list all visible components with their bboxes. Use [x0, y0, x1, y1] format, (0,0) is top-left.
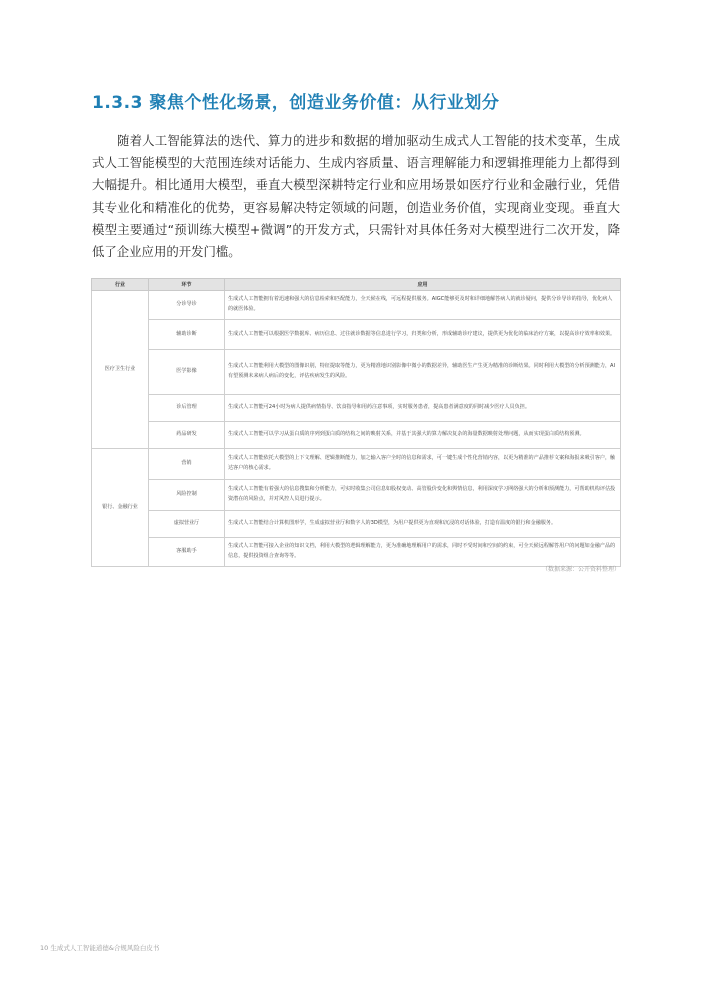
link-cell: 风险控制: [149, 480, 225, 511]
table-row: [92, 291, 621, 320]
link-cell: 营销: [149, 449, 225, 480]
link-cell: 客服助手: [149, 538, 225, 567]
application-table-container: [91, 278, 620, 567]
link-cell: 辅助诊断: [149, 320, 225, 350]
section-paragraph: 随着人工智能算法的迭代、算力的进步和数据的增加驱动生成式人工智能的技术变革，生成式人工智能模型的大范围连续对话能力、生成内容质量、语言理解能力和逻辑推理能力上都得到大幅提升。相比通用大模型，垂直大模型深耕特定行业和应用场景如医疗行业和金融行业，凭借其专业化和精准化的优势，更容易解决特定领域的问题，创造业务价值，实现商业变现。垂直大模型主要通过“预训练大模型+微调”的开发方式，只需针对具体任务对大模型进行二次开发，降低了企业应用的开发门槛。: [92, 133, 620, 260]
table-row: [92, 320, 621, 350]
link-cell: 医学影像: [149, 350, 225, 395]
application-cell: 生成式人工智能结合计算机图形学，生成虚拟营业厅和数字人的3D模型，为用户提供更为直观和沉浸的对话体验，打造有温度的银行和金融服务。: [225, 511, 621, 538]
industry-cell-finance: 银行、金融行业: [92, 449, 149, 567]
table-header-row: [92, 279, 621, 291]
table-row: [92, 480, 621, 511]
header-link: 环节: [149, 279, 225, 291]
link-cell: 诊后管理: [149, 395, 225, 422]
table-row: [92, 511, 621, 538]
link-cell: 分诊导诊: [149, 291, 225, 320]
table-row: [92, 395, 621, 422]
industry-cell-medical: 医疗卫生行业: [92, 291, 149, 449]
application-cell: 生成式人工智能可24小时为病人提供病情指导、饮食指导和用药注意事项，实时服务患者，提高患者满意度的同时减少医疗人员负担。: [225, 395, 621, 422]
application-cell: 生成式人工智能拥有着迅速和强大的信息检索和匹配能力，全天候在线，可远程提供服务。AIGC能够更及时和详细地解答病人的就诊疑问，提供分诊导诊的指导，优化病人的就医体验。: [225, 291, 621, 320]
table-row: [92, 538, 621, 567]
page-footer: 10 生成式人工智能道德&合规风险白皮书: [40, 944, 160, 952]
application-table: [91, 278, 621, 567]
header-industry: 行业: [92, 279, 149, 291]
link-cell: 药品研发: [149, 422, 225, 449]
table-row: [92, 449, 621, 480]
link-cell: 虚拟营业厅: [149, 511, 225, 538]
table-row: [92, 350, 621, 395]
section-title: 1.3.3 聚焦个性化场景，创造业务价值：从行业划分: [92, 93, 500, 113]
application-cell: 生成式人工智能可接入企业的知识文档，利用大模型的逻辑理解能力，更为准确地理解用户的需求，同时不受时间和空间的约束，可全天候远程解答用户的问题如金融产品的信息，提供投资组合查询等等。: [225, 538, 621, 567]
table-row: [92, 422, 621, 449]
application-cell: 生成式人工智能可以学习从蛋白质的序列到蛋白质的结构之间的映射关系，并基于其强大的算力解决复杂的海量数据映射处理问题，从而实现蛋白质结构预测。: [225, 422, 621, 449]
data-source-note: （数据来源：公开资料整理）: [541, 566, 620, 573]
header-application: 应用: [225, 279, 621, 291]
application-cell: 生成式人工智能有着强大的信息搜集和分析能力，可实时收集公司信息如股权变动、高管股价变化和舆情信息，利用深度学习网络强大的分析和预测能力，可帮助机构评估投资潜在的风险点，并对风控人员进行提示。: [225, 480, 621, 511]
application-cell: 生成式人工智能依托大模型的上下文理解、逻辑推断能力，加之输入客户全时的信息和需求，可一键生成个性化营销内容，以更为精准的产品推荐文案和海报来吸引客户，触达客户的核心需求。: [225, 449, 621, 480]
application-cell: 生成式人工智能利用大模型的图像识别，特征提取等能力，更为精准地识别影像中微小的数据差异，辅助医生产生更为精准的诊断结果。同时利用大模型的分析预测能力，AI有望预测未来病人病后的变化，评估疾病发生的风险。: [225, 350, 621, 395]
application-cell: 生成式人工智能可以根据医学数据库、病历信息、过往就诊数据等信息进行学习，归类和分析，形成辅助诊疗建议，提供更为优化的临床治疗方案，以提高诊疗效率和效果。: [225, 320, 621, 350]
